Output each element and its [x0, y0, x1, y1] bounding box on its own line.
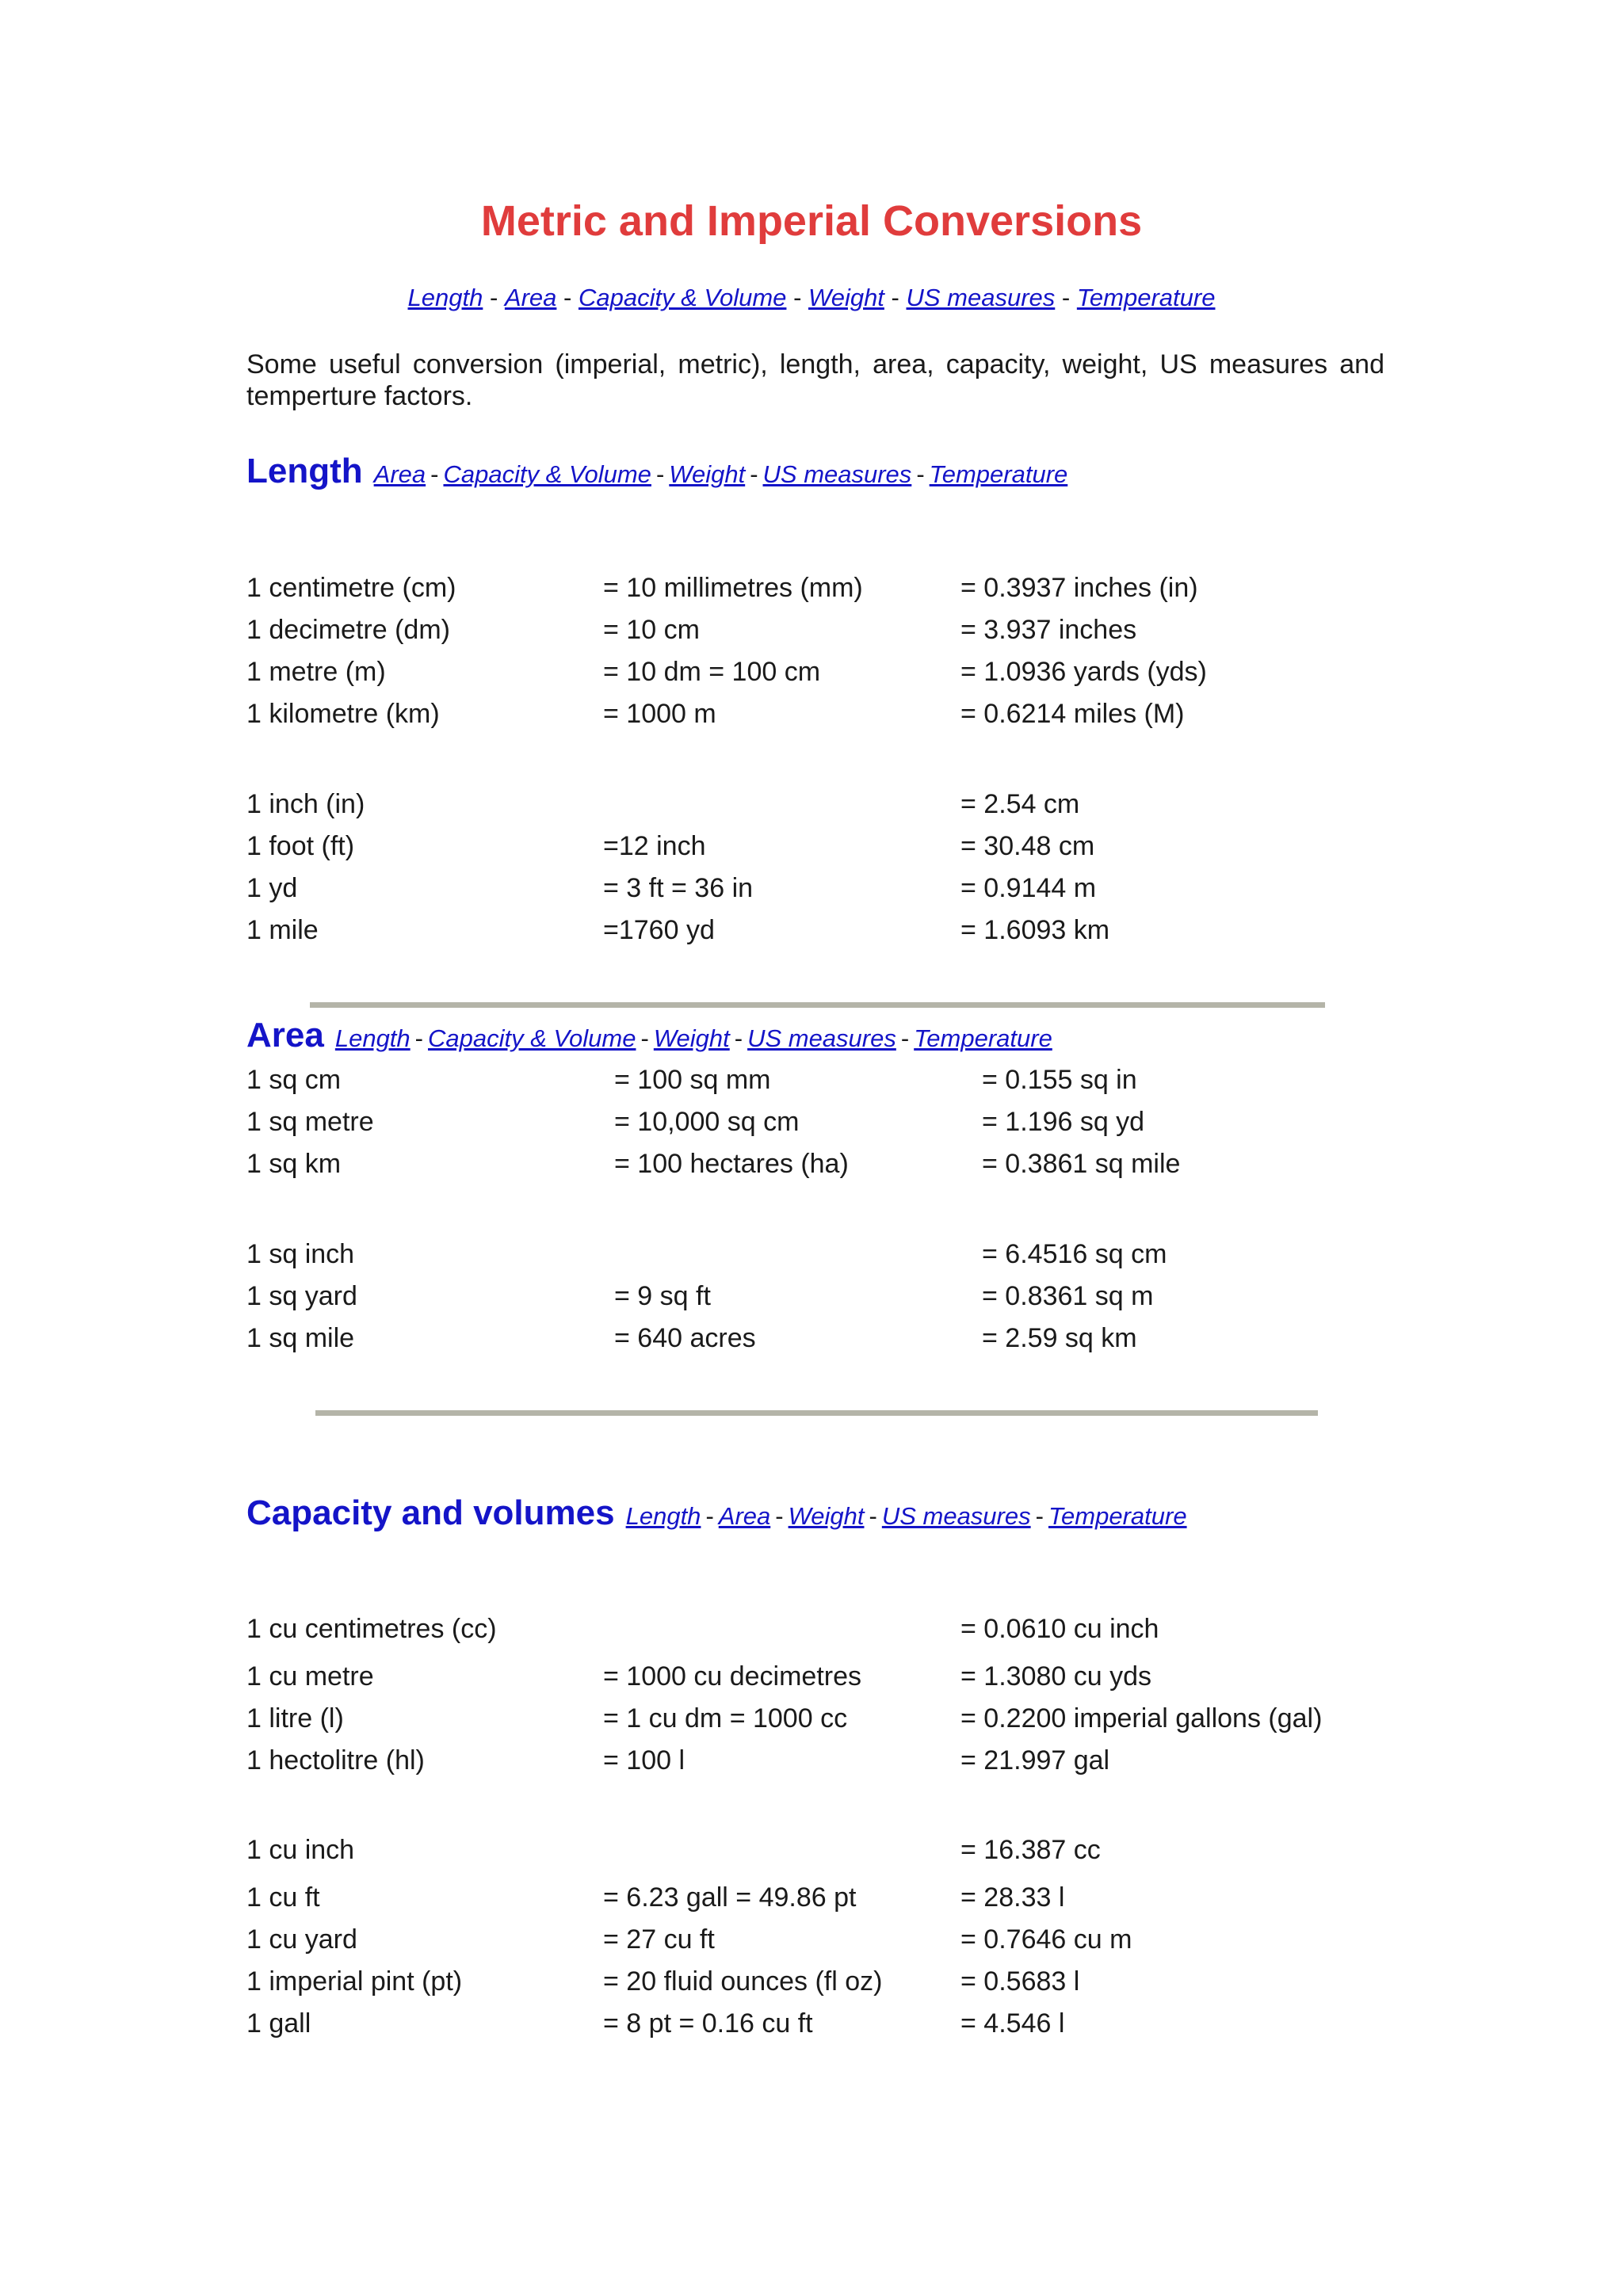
equivalent-cell: = 1000 cu decimetres	[603, 1661, 862, 1691]
nav-separator: -	[414, 1024, 423, 1052]
table-row	[0, 651, 1623, 692]
conversion-cell: = 0.7646 cu m	[960, 1924, 1132, 1955]
table-row	[0, 1143, 1623, 1184]
conversion-cell: = 0.3937 inches (in)	[960, 573, 1198, 603]
table-row	[0, 1059, 1623, 1100]
nav-separator: -	[430, 460, 439, 488]
nav-link-capacity-volume[interactable]: Capacity & Volume	[578, 284, 787, 311]
equivalent-cell: = 1 cu dm = 1000 cc	[603, 1703, 848, 1733]
nav-link-us-measures[interactable]: US measures	[906, 284, 1056, 311]
table-row	[0, 1318, 1623, 1359]
nav-link-length[interactable]: Length	[407, 284, 483, 311]
nav-separator: -	[563, 284, 579, 311]
nav-separator: -	[1061, 284, 1077, 311]
nav-separator: -	[640, 1024, 649, 1052]
intro-paragraph: Some useful conversion (imperial, metric), length, area, capacity, weight, US measures and temperture factors.	[246, 349, 1384, 411]
conversion-cell: = 21.997 gal	[960, 1745, 1110, 1775]
conversion-cell: = 16.387 cc	[960, 1835, 1101, 1865]
unit-cell: 1 gall	[246, 2008, 311, 2039]
capacity-nav-us-measures[interactable]: US measures	[881, 1502, 1031, 1530]
nav-link-area[interactable]: Area	[504, 284, 557, 311]
area-heading	[246, 1016, 1052, 1055]
conversion-cell: = 28.33 l	[960, 1882, 1065, 1913]
unit-cell: 1 cu metre	[246, 1661, 374, 1691]
length-title: Length	[246, 452, 363, 490]
conversion-cell: = 0.9144 m	[960, 873, 1097, 903]
table-row	[0, 784, 1623, 825]
unit-cell: 1 cu yard	[246, 1924, 357, 1955]
nav-separator: -	[734, 1024, 743, 1052]
nav-separator: -	[775, 1502, 784, 1530]
top-nav	[0, 284, 1623, 312]
equivalent-cell: = 10,000 sq cm	[614, 1107, 800, 1137]
unit-cell: 1 litre (l)	[246, 1703, 344, 1733]
conversion-cell: = 1.196 sq yd	[982, 1107, 1145, 1137]
table-row	[0, 609, 1623, 650]
equivalent-cell: = 1000 m	[603, 699, 716, 729]
table-row	[0, 1656, 1623, 1697]
table-row	[0, 2003, 1623, 2044]
area-nav-capacity-volume[interactable]: Capacity & Volume	[428, 1024, 636, 1052]
unit-cell: 1 mile	[246, 915, 319, 945]
equivalent-cell: = 640 acres	[614, 1323, 756, 1353]
unit-cell: 1 yd	[246, 873, 298, 903]
nav-link-temperature[interactable]: Temperature	[1076, 284, 1216, 311]
equivalent-cell: =1760 yd	[603, 915, 715, 945]
unit-cell: 1 hectolitre (hl)	[246, 1745, 425, 1775]
nav-separator: -	[489, 284, 505, 311]
equivalent-cell: = 20 fluid ounces (fl oz)	[603, 1966, 883, 1997]
nav-separator: -	[750, 460, 758, 488]
capacity-nav-length[interactable]: Length	[625, 1502, 701, 1530]
table-row	[0, 1698, 1623, 1739]
conversion-cell: = 1.3080 cu yds	[960, 1661, 1152, 1691]
nav-link-weight[interactable]: Weight	[808, 284, 884, 311]
area-nav-temperature[interactable]: Temperature	[914, 1024, 1052, 1052]
length-nav-weight[interactable]: Weight	[669, 460, 746, 488]
length-nav-capacity-volume[interactable]: Capacity & Volume	[443, 460, 651, 488]
unit-cell: 1 cu inch	[246, 1835, 355, 1865]
equivalent-cell: = 10 dm = 100 cm	[603, 657, 821, 687]
equivalent-cell: = 27 cu ft	[603, 1924, 715, 1955]
table-row	[0, 1101, 1623, 1142]
conversion-cell: = 0.6214 miles (M)	[960, 699, 1185, 729]
conversion-cell: = 2.59 sq km	[982, 1323, 1137, 1353]
nav-separator: -	[916, 460, 925, 488]
equivalent-cell: = 100 sq mm	[614, 1065, 771, 1095]
unit-cell: 1 metre (m)	[246, 657, 386, 687]
section-divider	[310, 1002, 1325, 1008]
equivalent-cell: = 3 ft = 36 in	[603, 873, 754, 903]
unit-cell: 1 sq yard	[246, 1281, 357, 1311]
capacity-title: Capacity and volumes	[246, 1493, 615, 1532]
nav-separator: -	[869, 1502, 877, 1530]
table-row	[0, 1234, 1623, 1275]
conversion-cell: = 30.48 cm	[960, 831, 1095, 861]
table-row	[0, 1740, 1623, 1781]
table-row	[0, 1877, 1623, 1918]
table-row	[0, 1919, 1623, 1960]
nav-separator: -	[900, 1024, 910, 1052]
table-row	[0, 1276, 1623, 1317]
table-row	[0, 1608, 1623, 1650]
table-row	[0, 868, 1623, 909]
capacity-nav-weight[interactable]: Weight	[788, 1502, 865, 1530]
unit-cell: 1 cu ft	[246, 1882, 320, 1913]
table-row	[0, 567, 1623, 608]
capacity-nav-area[interactable]: Area	[718, 1502, 771, 1530]
length-nav-area[interactable]: Area	[373, 460, 426, 488]
conversion-cell: = 0.8361 sq m	[982, 1281, 1154, 1311]
equivalent-cell: = 100 hectares (ha)	[614, 1149, 849, 1179]
area-nav	[335, 1024, 1052, 1052]
unit-cell: 1 centimetre (cm)	[246, 573, 456, 603]
table-row	[0, 1961, 1623, 2002]
equivalent-cell: = 100 l	[603, 1745, 685, 1775]
conversion-cell: = 4.546 l	[960, 2008, 1065, 2039]
equivalent-cell: = 9 sq ft	[614, 1281, 711, 1311]
capacity-nav	[626, 1502, 1187, 1530]
nav-separator: -	[891, 284, 907, 311]
conversion-cell: = 1.6093 km	[960, 915, 1110, 945]
equivalent-cell: = 10 cm	[603, 615, 700, 645]
unit-cell: 1 sq km	[246, 1149, 342, 1179]
table-row	[0, 693, 1623, 734]
conversion-cell: = 0.0610 cu inch	[960, 1614, 1159, 1644]
equivalent-cell: = 10 millimetres (mm)	[603, 573, 863, 603]
length-nav	[374, 460, 1068, 488]
conversion-cell: = 1.0936 yards (yds)	[960, 657, 1207, 687]
unit-cell: 1 sq cm	[246, 1065, 342, 1095]
nav-separator: -	[793, 284, 808, 311]
unit-cell: 1 sq metre	[246, 1107, 374, 1137]
area-nav-weight[interactable]: Weight	[653, 1024, 730, 1052]
unit-cell: 1 sq inch	[246, 1239, 355, 1269]
equivalent-cell: = 8 pt = 0.16 cu ft	[603, 2008, 813, 2039]
table-row	[0, 1829, 1623, 1871]
area-title: Area	[246, 1016, 324, 1055]
unit-cell: 1 sq mile	[246, 1323, 355, 1353]
equivalent-cell: =12 inch	[603, 831, 706, 861]
page-title: Metric and Imperial Conversions	[480, 197, 1143, 245]
area-nav-length[interactable]: Length	[334, 1024, 411, 1052]
length-nav-us-measures[interactable]: US measures	[762, 460, 912, 488]
unit-cell: 1 foot (ft)	[246, 831, 355, 861]
conversion-cell: = 6.4516 sq cm	[982, 1239, 1167, 1269]
unit-cell: 1 imperial pint (pt)	[246, 1966, 463, 1997]
conversion-cell: = 3.937 inches	[960, 615, 1137, 645]
table-row	[0, 910, 1623, 951]
nav-separator: -	[655, 460, 665, 488]
length-nav-temperature[interactable]: Temperature	[929, 460, 1068, 488]
unit-cell: 1 kilometre (km)	[246, 699, 440, 729]
conversion-cell: = 0.155 sq in	[982, 1065, 1137, 1095]
table-row	[0, 826, 1623, 867]
conversion-cell: = 0.2200 imperial gallons (gal)	[960, 1703, 1323, 1733]
conversion-cell: = 2.54 cm	[960, 789, 1080, 819]
nav-separator: -	[705, 1502, 714, 1530]
length-heading	[246, 452, 1067, 491]
conversion-cell: = 0.5683 l	[960, 1966, 1080, 1997]
section-divider	[315, 1410, 1318, 1416]
area-nav-us-measures[interactable]: US measures	[747, 1024, 896, 1052]
equivalent-cell: = 6.23 gall = 49.86 pt	[603, 1882, 857, 1913]
unit-cell: 1 decimetre (dm)	[246, 615, 450, 645]
capacity-nav-temperature[interactable]: Temperature	[1048, 1502, 1187, 1530]
capacity-heading	[246, 1493, 1187, 1533]
unit-cell: 1 cu centimetres (cc)	[246, 1614, 497, 1644]
nav-separator: -	[1035, 1502, 1044, 1530]
unit-cell: 1 inch (in)	[246, 789, 365, 819]
conversion-cell: = 0.3861 sq mile	[982, 1149, 1181, 1179]
